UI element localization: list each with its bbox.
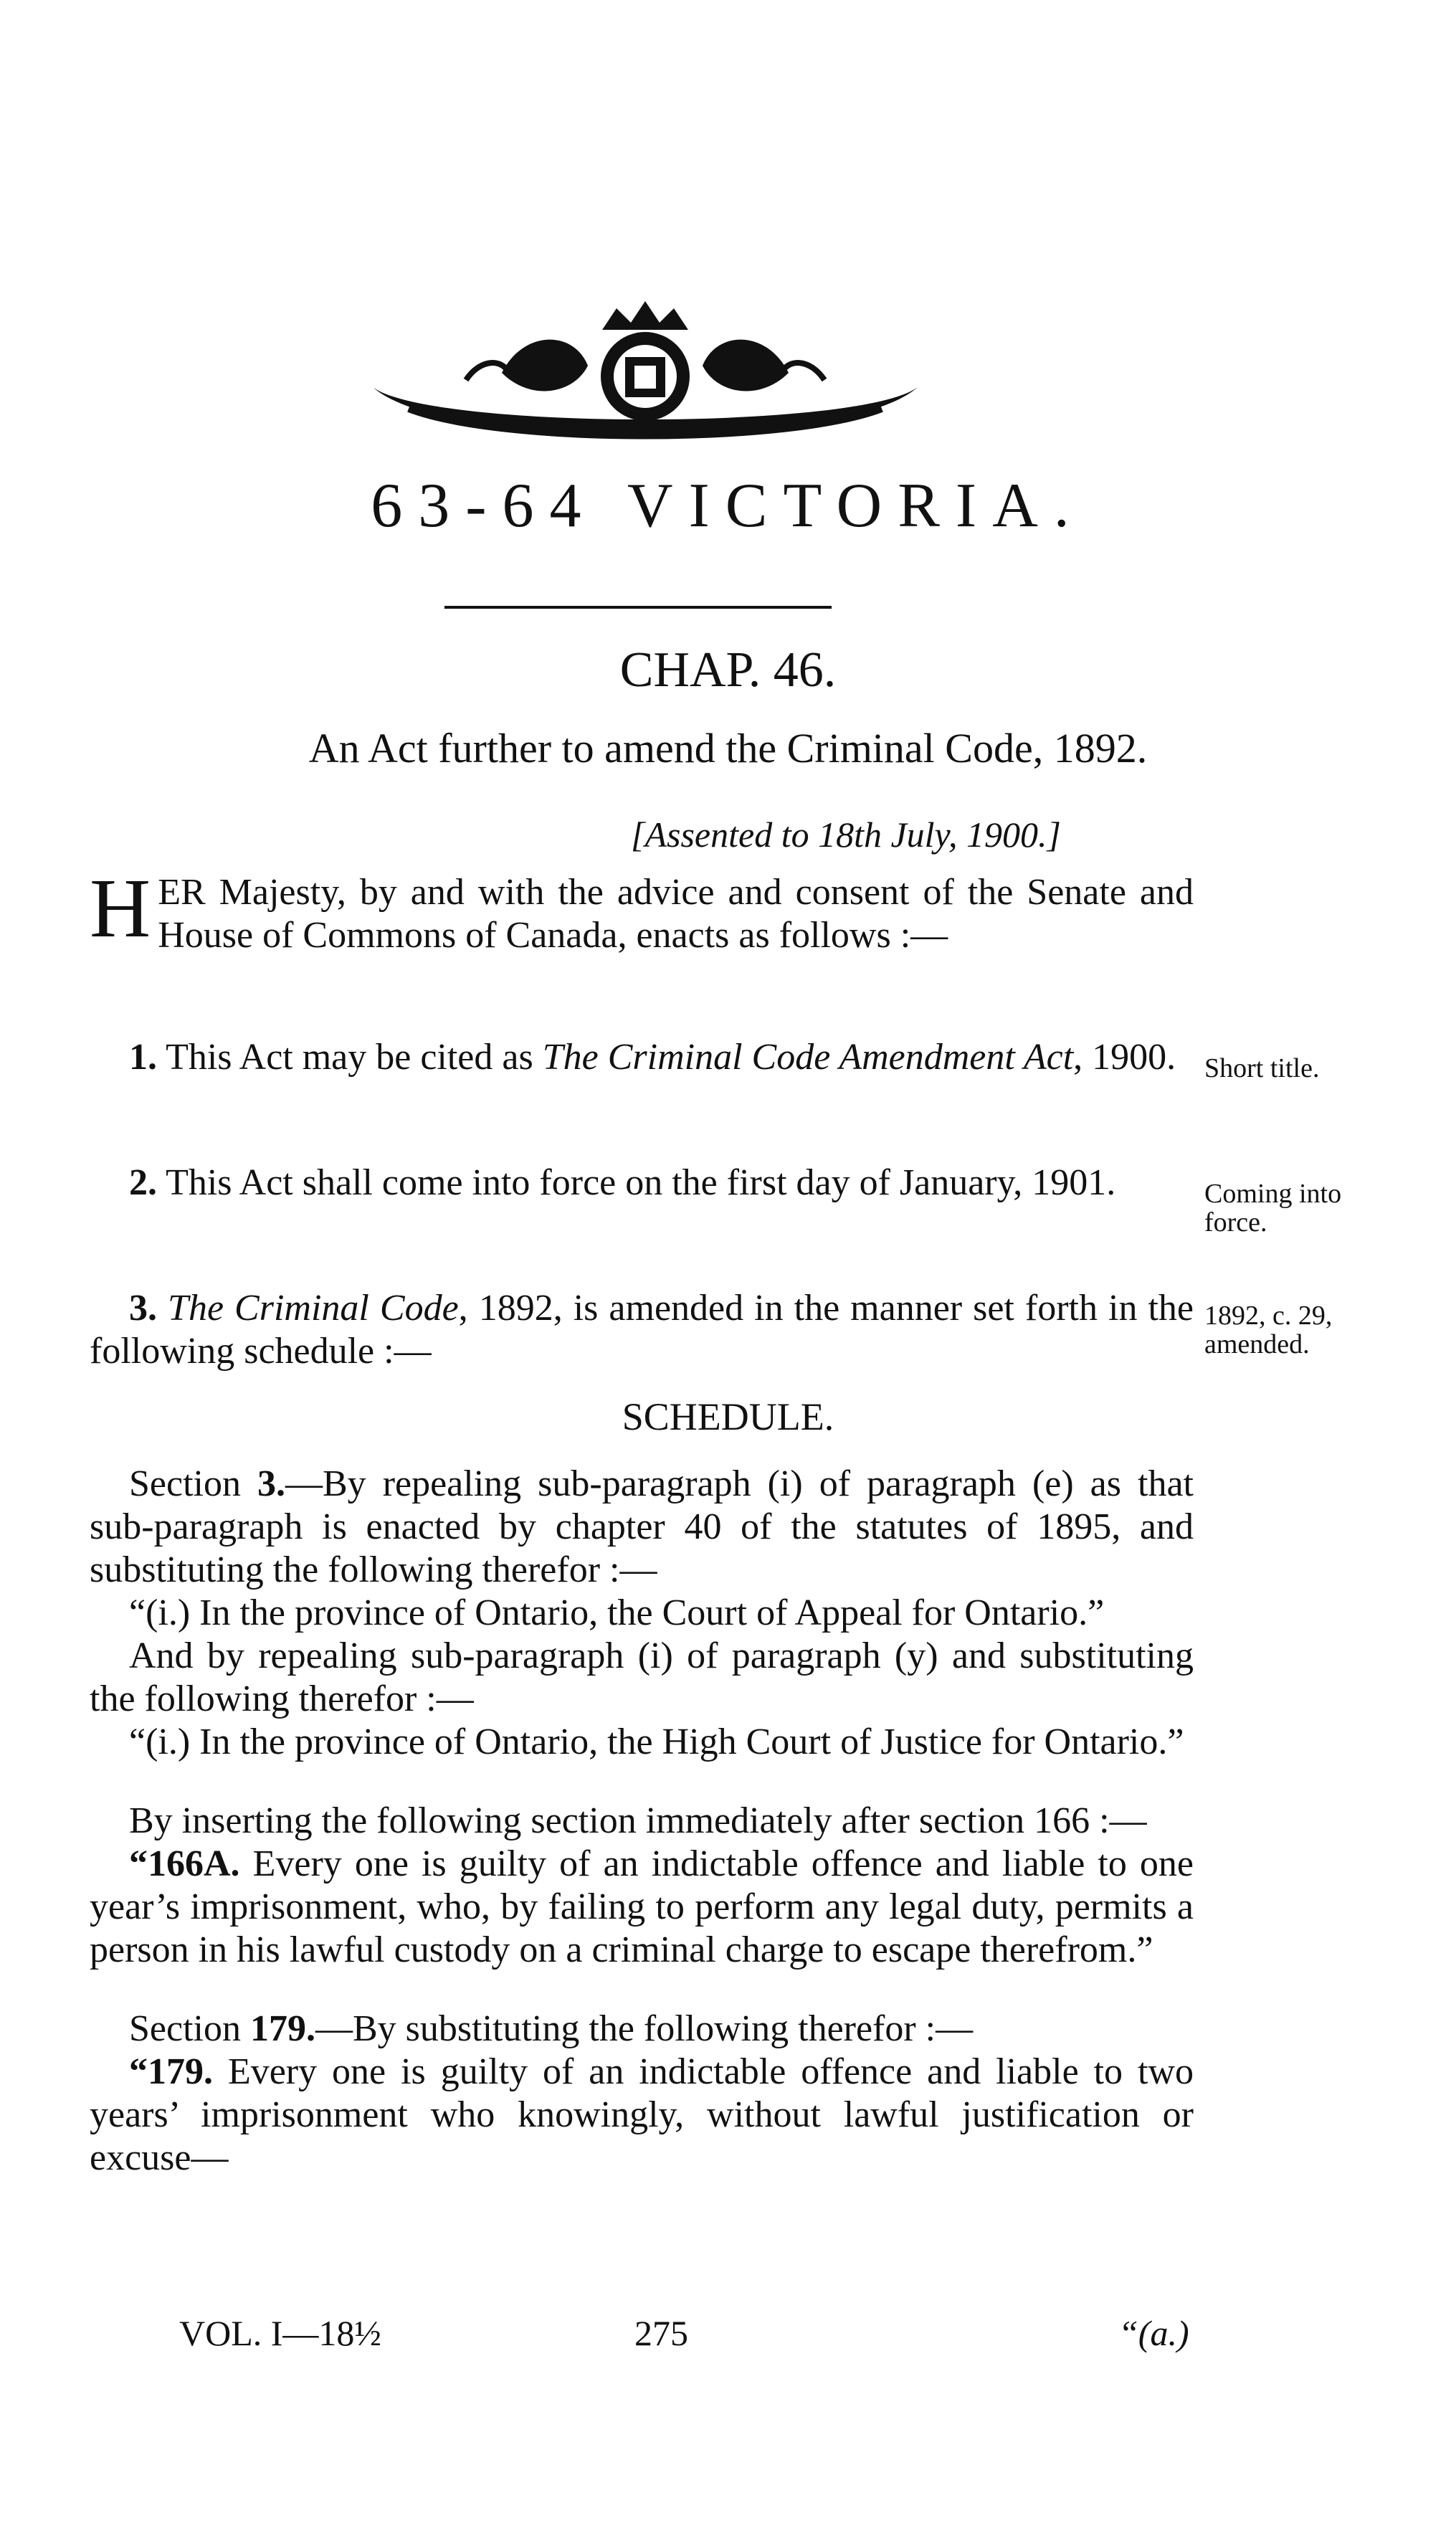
act-title: An Act further to amend the Criminal Code, 1892. bbox=[308, 725, 1148, 771]
section-3 bbox=[90, 1287, 1194, 1373]
catchword: “(a.) bbox=[1118, 2313, 1189, 2353]
preamble bbox=[90, 861, 1194, 957]
schedule-section-3 bbox=[90, 1463, 1194, 1592]
section-label-179: Section bbox=[129, 2008, 250, 2049]
and-repealing: And by repealing sub-paragraph (i) of paragraph (y) and substituting the following therefor :— bbox=[90, 1635, 1194, 1719]
section-1-post: , 1900. bbox=[1073, 1037, 1176, 1078]
section-2-text: This Act shall come into force on the first day of January, 1901. bbox=[166, 1162, 1116, 1203]
page-title: 63-64 VICTORIA. bbox=[371, 471, 1085, 541]
section-2-number: 2. bbox=[129, 1162, 157, 1203]
chapter-number: CHAP. 46. bbox=[619, 642, 837, 698]
section-179 bbox=[90, 2051, 1194, 2180]
section-3-ref: 3. bbox=[257, 1463, 285, 1504]
section-1-text: This Act may be cited as bbox=[166, 1037, 543, 1078]
drop-cap: H bbox=[90, 861, 151, 955]
schedule-heading: SCHEDULE. bbox=[622, 1395, 834, 1438]
section-3-text: , 1892, is amended in the manner set forth in the following schedule :— bbox=[90, 1288, 1194, 1372]
section-3-italic: The Criminal Code bbox=[168, 1288, 459, 1329]
section-3-amend-text: —By repealing sub-paragraph (i) of paragraph (e) as that sub-paragraph is enacted by chapter 40 of the statutes of 1895, and substituting the following therefor :— bbox=[90, 1463, 1194, 1590]
quote-2: “(i.) In the province of Ontario, the High Court of Justice for Ontario.” bbox=[129, 1721, 1184, 1762]
section-179-number: “179. bbox=[129, 2051, 213, 2092]
section-1-number: 1. bbox=[129, 1037, 157, 1078]
margin-note-coming-into-force: Coming into force. bbox=[1204, 1179, 1342, 1238]
section-166a-number: “166A. bbox=[129, 1843, 240, 1884]
section-179-ref: 179. bbox=[249, 2008, 315, 2049]
margin-note-short-title: Short title. bbox=[1204, 1053, 1320, 1083]
section-3-number: 3. bbox=[129, 1288, 157, 1329]
title-rule bbox=[444, 606, 832, 609]
section-2 bbox=[90, 1162, 1194, 1205]
section-166a bbox=[90, 1843, 1194, 1972]
section-179-text: Every one is guilty of an indictable offence and liable to two years’ imprisonment who knowingly, without lawful justification or excuse— bbox=[90, 2051, 1194, 2178]
insert-section-166a: By inserting the following section immediately after section 166 :— bbox=[129, 1800, 1147, 1841]
assent-date: [Assented to 18th July, 1900.] bbox=[631, 814, 1061, 855]
page-number: 275 bbox=[634, 2313, 688, 2353]
section-1 bbox=[90, 1036, 1194, 1079]
schedule-section-179 bbox=[90, 2008, 1194, 2051]
margin-note-amended: 1892, c. 29, amended. bbox=[1204, 1301, 1333, 1359]
volume-signature: VOL. I—18½ bbox=[179, 2313, 381, 2353]
section-label: Section bbox=[129, 1463, 257, 1504]
section-166a-text: Every one is guilty of an indictable offence and liable to one year’s imprisonment, who, by failing to perform any legal duty, permits a person in his lawful custody on a criminal charge to escape therefrom.” bbox=[90, 1843, 1194, 1970]
quote-1: “(i.) In the province of Ontario, the Court of Appeal for Ontario.” bbox=[129, 1592, 1105, 1633]
section-179-amend-text: —By substituting the following therefor :— bbox=[315, 2008, 974, 2049]
section-1-italic: The Criminal Code Amendment Act bbox=[542, 1037, 1074, 1078]
preamble-text: ER Majesty, by and with the advice and consent of the Senate and House of Commons of Canada, enacts as follows :— bbox=[158, 872, 1194, 956]
royal-arms-crest bbox=[358, 301, 932, 459]
schedule-body bbox=[90, 1463, 1194, 2180]
